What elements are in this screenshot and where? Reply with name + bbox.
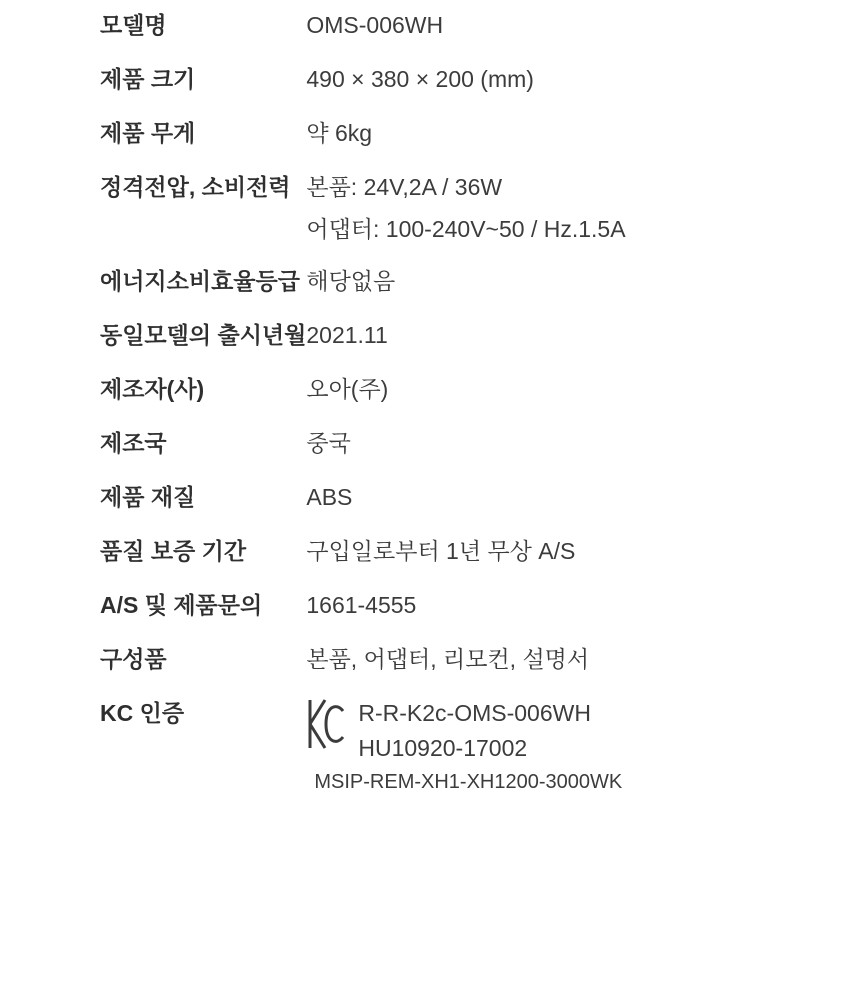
spec-value-as-contact xyxy=(306,588,860,642)
value-line: 구입일로부터 1년 무상 A/S xyxy=(306,538,576,564)
kc-text-group xyxy=(358,696,591,765)
spec-label-manufacturer: 제조자(사) xyxy=(100,376,205,402)
value-line: 본품: 24V,2A / 36W xyxy=(306,174,503,200)
table-row xyxy=(0,480,860,534)
value-line: 1661-4555 xyxy=(306,592,417,618)
spec-value-manufacturer xyxy=(306,372,860,426)
spec-label-kc-certification: KC 인증 xyxy=(100,700,185,726)
table-row xyxy=(0,588,860,642)
spec-table xyxy=(0,8,860,797)
spec-value-energy-efficiency-grade xyxy=(306,264,860,318)
spec-label-material: 제품 재질 xyxy=(100,484,196,510)
table-row xyxy=(0,170,860,264)
value-line: 본품, 어댑터, 리모컨, 설명서 xyxy=(306,646,590,672)
table-row xyxy=(0,534,860,588)
kc-certification-number-2: HU10920-17002 xyxy=(358,734,528,761)
table-row xyxy=(0,426,860,480)
spec-label-country-of-manufacture: 제조국 xyxy=(100,430,167,456)
value-line: 약 6kg xyxy=(306,120,373,146)
table-row xyxy=(0,696,860,797)
spec-value-country-of-manufacture xyxy=(306,426,860,480)
spec-value-kc-certification xyxy=(306,696,860,797)
spec-label-components: 구성품 xyxy=(100,646,167,672)
spec-label-release-date: 동일모델의 출시년월 xyxy=(100,322,307,348)
value-line: 어댑터: 100-240V~50 / Hz.1.5A xyxy=(306,215,626,242)
value-line: 오아(주) xyxy=(306,376,389,402)
value-line: 해당없음 xyxy=(306,268,396,294)
spec-value-warranty-period xyxy=(306,534,860,588)
table-row xyxy=(0,264,860,318)
value-line: 2021.11 xyxy=(306,322,388,348)
table-row xyxy=(0,372,860,426)
spec-label-model-name: 모델명 xyxy=(100,12,167,38)
kc-certification-block xyxy=(306,696,860,765)
table-row xyxy=(0,116,860,170)
value-line: OMS-006WH xyxy=(306,12,444,38)
spec-table-body xyxy=(0,8,860,797)
spec-label-product-size: 제품 크기 xyxy=(100,66,196,92)
value-line: 중국 xyxy=(306,430,351,456)
spec-label-as-contact: A/S 및 제품문의 xyxy=(100,592,263,618)
table-row xyxy=(0,8,860,62)
spec-value-release-date xyxy=(306,318,860,372)
spec-value-components xyxy=(306,642,860,696)
top-spacer xyxy=(0,0,860,8)
spec-label-rated-voltage-power: 정격전압, 소비전력 xyxy=(100,174,291,200)
spec-value-product-weight xyxy=(306,116,860,170)
spec-value-model-name xyxy=(306,8,860,62)
table-row xyxy=(0,642,860,696)
spec-value-material xyxy=(306,480,860,534)
kc-certification-number-3: MSIP-REM-XH1-XH1200-3000WK xyxy=(314,771,623,793)
value-line: ABS xyxy=(306,484,353,510)
kc-certification-mark-icon xyxy=(306,698,346,750)
kc-certification-number-1: R-R-K2c-OMS-006WH xyxy=(358,700,591,726)
spec-label-warranty-period: 품질 보증 기간 xyxy=(100,538,247,564)
spec-label-product-weight: 제품 무게 xyxy=(100,120,196,146)
spec-value-rated-voltage-power xyxy=(306,170,860,264)
spec-value-product-size xyxy=(306,62,860,116)
table-row xyxy=(0,318,860,372)
spec-label-energy-efficiency-grade: 에너지소비효율등급 xyxy=(100,268,300,294)
table-row xyxy=(0,62,860,116)
value-line: 490 × 380 × 200 (mm) xyxy=(306,66,534,92)
